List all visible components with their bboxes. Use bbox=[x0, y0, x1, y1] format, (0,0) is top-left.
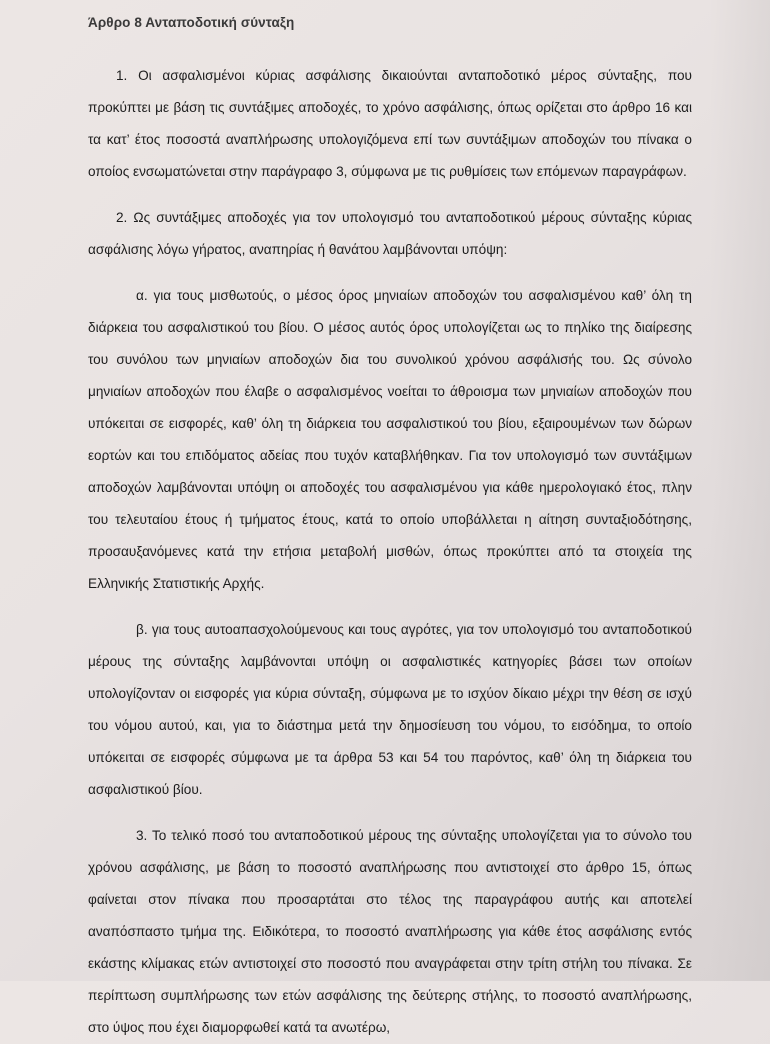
paragraph-1: 1. Οι ασφαλισμένοι κύριας ασφάλισης δικαιούνται ανταποδοτικό μέρος σύνταξης, που προκύπτει με βάση τις συντάξιμες αποδοχές, το χρόνο ασφάλισης, όπως ορίζεται στο άρθρο 16 και τα κατ’ έτος ποσοστά αναπλήρωσης υπολογιζόμενα επί των συντάξιμων αποδοχών του πίνακα ο οποίος ενσωματώνεται στην παράγραφο 3, σύμφωνα με τις ρυθμίσεις των επόμενων παραγράφων. bbox=[88, 68, 692, 179]
paragraph-2b: β. για τους αυτοαπασχολούμενους και τους αγρότες, για τον υπολογισμό του ανταποδοτικού μέρους της σύνταξης λαμβάνονται υπόψη οι ασφαλιστικές κατηγορίες βάσει των οποίων υπολογίζονταν οι εισφορές για κύρια σύνταξη, σύμφωνα με το ισχύον δίκαιο μέχρι την θέση σε ισχύ του νόμου αυτού, και, για το διάστημα μετά την δημοσίευση του νόμου, το εισόδημα, το οποίο υπόκειται σε εισφορές σύμφωνα με τα άρθρα 53 και 54 του παρόντος, καθ’ όλη τη διάρκεια του ασφαλιστικού βίου. bbox=[88, 622, 692, 797]
paragraph-2a: α. για τους μισθωτούς, ο μέσος όρος μηνιαίων αποδοχών του ασφαλισμένου καθ’ όλη τη διάρκεια του ασφαλιστικού του βίου. Ο μέσος αυτός όρος υπολογίζεται ως το πηλίκο της διαίρεσης του συνόλου των μηνιαίων αποδοχών δια του συνολικού χρόνου ασφάλισής του. Ως σύνολο μηνιαίων αποδοχών που έλαβε ο ασφαλισμένος νοείται το άθροισμα των μηνιαίων αποδοχών που υπόκειται σε εισφορές, καθ’ όλη τη διάρκεια του ασφαλιστικού του βίου, εξαιρουμένων των δώρων εορτών και του επιδόματος αδείας που τυχόν καταβλήθηκαν. Για τον υπολογισμό των συντάξιμων αποδοχών λαμβάνονται υπόψη οι αποδοχές του ασφαλισμένου για κάθε ημερολογιακό έτος, πλην του τελευταίου έτους ή τμήματος έτους, κατά το οποίο υποβάλλεται η αίτηση συνταξιοδότησης, προσαυξανόμενες κατά την ετήσια μεταβολή μισθών, όπως προκύπτει από τα στοιχεία της Ελληνικής Στατιστικής Αρχής. bbox=[88, 288, 692, 591]
article-title: Άρθρο 8 Ανταποδοτική σύνταξη bbox=[88, 15, 295, 30]
paragraph-2: 2. Ως συντάξιμες αποδοχές για τον υπολογισμό του ανταποδοτικού μέρους σύνταξης κύριας ασφάλισης λόγω γήρατος, αναπηρίας ή θανάτου λαμβάνονται υπόψη: bbox=[88, 210, 692, 257]
paragraph-3: 3. Το τελικό ποσό του ανταποδοτικού μέρους της σύνταξης υπολογίζεται για το σύνολο του χρόνου ασφάλισης, με βάση το ποσοστό αναπλήρωσης που αντιστοιχεί στο άρθρο 15, όπως φαίνεται στον πίνακα που προσαρτάται στο τέλος της παραγράφου αυτής και αποτελεί αναπόσπαστο τμήμα της. Ειδικότερα, το ποσοστό αναπλήρωσης για κάθε έτος ασφάλισης εντός εκάστης κλίμακας ετών αντιστοιχεί στο ποσοστό που αναγράφεται στην τρίτη στήλη του πίνακα. Σε περίπτωση συμπλήρωσης των ετών ασφάλισης της δεύτερης στήλης, το ποσοστό αναπλήρωσης, στο ύψος που έχει διαμορφωθεί κατά τα ανωτέρω, bbox=[88, 828, 692, 1035]
